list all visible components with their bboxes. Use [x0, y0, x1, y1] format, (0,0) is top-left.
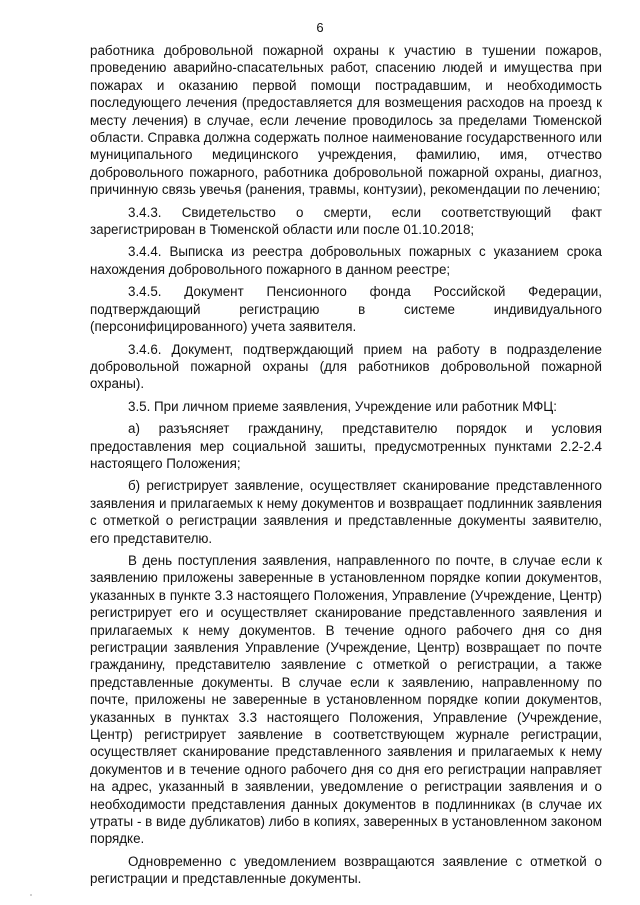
paragraph-mail-procedure: В день поступления заявления, направленного по почте, в случае если к заявлению приложены заверенные в установленном порядке копии документов, указанных в пункте 3.3 настоящего Положения, Управление (Учреждение, Центр) регистрирует его и осуществляет сканирование представленного заявления и прилагаемых к нему документов. В течение одного рабочего дня со дня регистрации заявления Управление (Учреждение, Центр) возвращает по почте гражданину, представителю заявление с отметкой о регистрации, а также представленные документы. В случае если к заявлению, направленному по почте, приложены не заверенные в установленном порядке копии документов, указанных в пунктах 3.3 настоящего Положения, Управление (Учреждение, Центр) регистрирует заявление в соответствующем журнале регистрации, осуществляет сканирование представленного заявления и прилагаемых к нему документов и в течение одного рабочего дня со дня его регистрации направляет на адрес, указанный в заявлении, уведомление о регистрации заявления и о необходимости представления данных документов в подлинниках (в случае их утраты - в виде дубликатов) либо в копиях, заверенных в установленном законом порядке. [90, 552, 602, 847]
paragraph-3-5: 3.5. При личном приеме заявления, Учреждение или работник МФЦ: [128, 398, 557, 414]
paragraph-3-4-6: 3.4.6. Документ, подтверждающий прием на работу в подразделение добровольной пожарной охраны (для работников добровольной пожарной охраны). [90, 341, 602, 392]
paragraph-3-4-5: 3.4.5. Документ Пенсионного фонда Российской Федерации, подтверждающий регистрацию в системе индивидуального (персонифицированного) учета заявителя. [90, 284, 602, 335]
paragraph-3-4-3: 3.4.3. Свидетельство о смерти, если соответствующий факт зарегистрирован в Тюменской области или после 01.10.2018; [90, 204, 602, 238]
paragraph-3-5-a: а) разъясняет гражданину, представителю порядок и условия предоставления мер социальной зашиты, предусмотренных пунктами 2.2-2.4 настоящего Положения; [90, 421, 602, 471]
page-number: 6 [316, 20, 324, 35]
document-body [90, 42, 602, 893]
paragraph-continuation: работника добровольной пожарной охраны к участию в тушении пожаров, проведению аварийно-спасательных работ, спасению людей и имущества при пожарах и оказанию первой помощи пострадавшим, и необходимость последующего лечения (предоставляется для возмещения расходов на проезд к месту лечения) в случае, если лечение проводилось за пределами Тюменской области. Справка должна содержать полное наименование государственного или муниципального медицинского учреждения, фамилию, имя, отчество добровольного пожарного, работника добровольной пожарной охраны, диагноз, причинную связь увечья (ранения, травмы, контузии), рекомендации по лечению; [90, 43, 602, 198]
paragraph-3-5-b: б) регистрирует заявление, осуществляет сканирование представленного заявления и прилагаемых к нему документов и возвращает подлинник заявления с отметкой о регистрации заявления и представленные документы заявителю, его представителю. [90, 478, 602, 546]
scan-speck [30, 894, 32, 896]
paragraph-simultaneous-return: Одновременно с уведомлением возвращаются заявление с отметкой о регистрации и представленные документы. [90, 853, 602, 887]
paragraph-3-4-4: 3.4.4. Выписка из реестра добровольных пожарных с указанием срока нахождения добровольного пожарного в данном реестре; [90, 244, 602, 277]
